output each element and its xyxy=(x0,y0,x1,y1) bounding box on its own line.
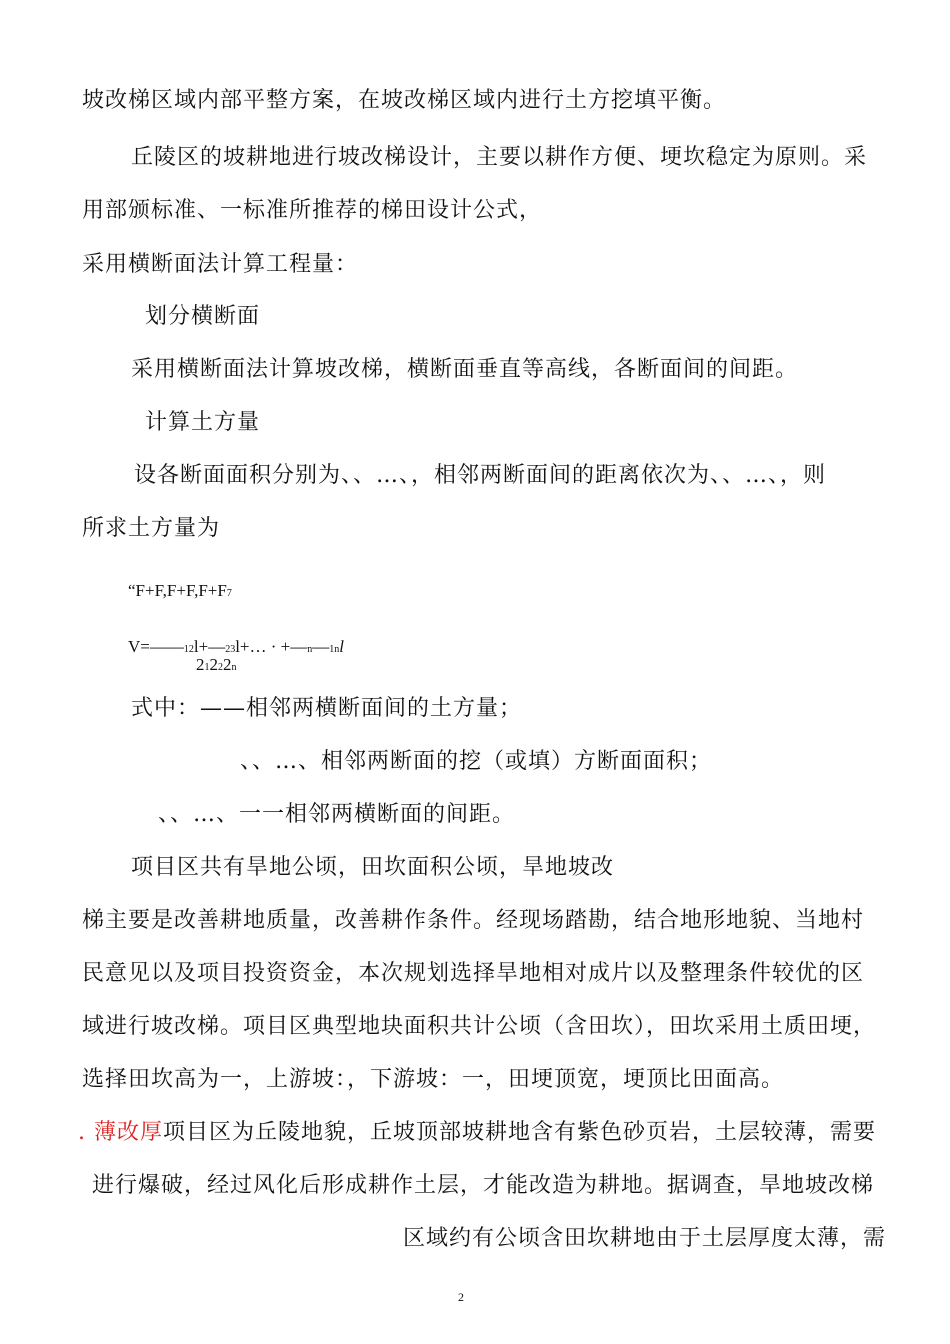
paragraph-line: 用部颁标准、一标准所推荐的梯田设计公式， xyxy=(82,198,543,223)
paragraph-line xyxy=(78,1118,876,1148)
formula-text: l xyxy=(339,637,344,656)
formula-subscript: 2 xyxy=(218,662,223,673)
paragraph-line: 所求土方量为 xyxy=(82,516,221,541)
section-heading: 计算土方量 xyxy=(145,410,261,435)
formula-subscript: 12 xyxy=(183,644,194,655)
formula-subscript: 1n xyxy=(329,644,340,655)
paragraph-line: 选择田坎高为一，上游坡：，下游坡：一，田埂顶宽，埂顶比田面高。 xyxy=(82,1067,785,1092)
paragraph-line: 项目区共有旱地公顷，田坎面积公顷，旱地坡改 xyxy=(131,855,615,880)
formula-text: 2 xyxy=(196,655,205,674)
page-number: 2 xyxy=(458,1290,464,1304)
formula-subscript: n xyxy=(231,662,237,673)
red-heading: . 薄改厚 xyxy=(78,1120,163,1145)
formula-subscript: 7 xyxy=(226,588,232,599)
formula-line xyxy=(128,580,232,605)
formula-text: “F+F,F+F,F+F xyxy=(128,581,227,600)
paragraph-text: 项目区为丘陵地貌，丘坡顶部坡耕地含有紫色砂页岩，土层较薄，需要 xyxy=(163,1120,877,1145)
paragraph-line: 丘陵区的坡耕地进行坡改梯设计，主要以耕作方便、埂坎稳定为原则。采 xyxy=(131,145,868,170)
section-heading: 划分横断面 xyxy=(145,304,261,329)
formula-text: V= xyxy=(128,637,150,656)
paragraph-line: 设各断面面积分别为、、…、，相邻两断面间的距离依次为、、…、，则 xyxy=(134,463,827,488)
paragraph-line: 域进行坡改梯。项目区典型地块面积共计公顷（含田坎），田坎采用土质田埂， xyxy=(82,1014,877,1039)
formula-text: l+… · + xyxy=(235,637,291,656)
formula-text: 2 xyxy=(209,655,218,674)
paragraph-line: 进行爆破，经过风化后形成耕作土层，才能改造为耕地。据调查，旱地坡改梯 xyxy=(92,1173,875,1198)
formula-text: l+ xyxy=(193,637,209,656)
paragraph-line: 、、…、相邻两断面的挖（或填）方断面面积； xyxy=(240,749,713,774)
formula-subscript: 23 xyxy=(225,644,236,655)
formula-text: 2 xyxy=(223,655,232,674)
paragraph-line: 采用横断面法计算坡改梯，横断面垂直等高线，各断面间的间距。 xyxy=(131,357,799,382)
paragraph-line: 梯主要是改善耕地质量，改善耕作条件。经现场踏勘，结合地形地貌、当地村 xyxy=(82,908,865,933)
paragraph-line: 坡改梯区域内部平整方案，在坡改梯区域内进行土方挖填平衡。 xyxy=(82,88,727,113)
formula-dash: — xyxy=(290,637,308,656)
paragraph-line: 民意见以及项目投资资金，本次规划选择旱地相对成片以及整理条件较优的区 xyxy=(82,961,865,986)
formula-line xyxy=(196,654,237,679)
formula-dash: — xyxy=(312,637,330,656)
paragraph-line: 采用横断面法计算工程量： xyxy=(82,252,359,277)
paragraph-line: 、、…、一一相邻两横断面的间距。 xyxy=(158,802,516,827)
formula-subscript: 1 xyxy=(204,662,210,673)
formula-dash: —— xyxy=(149,637,184,656)
formula-dash: — xyxy=(208,637,226,656)
formula-subscript: n xyxy=(307,644,313,655)
paragraph-line: 式中：——相邻两横断面间的土方量； xyxy=(131,696,523,721)
paragraph-line: 区域约有公顷含田坎耕地由于土层厚度太薄，需 xyxy=(403,1226,887,1251)
